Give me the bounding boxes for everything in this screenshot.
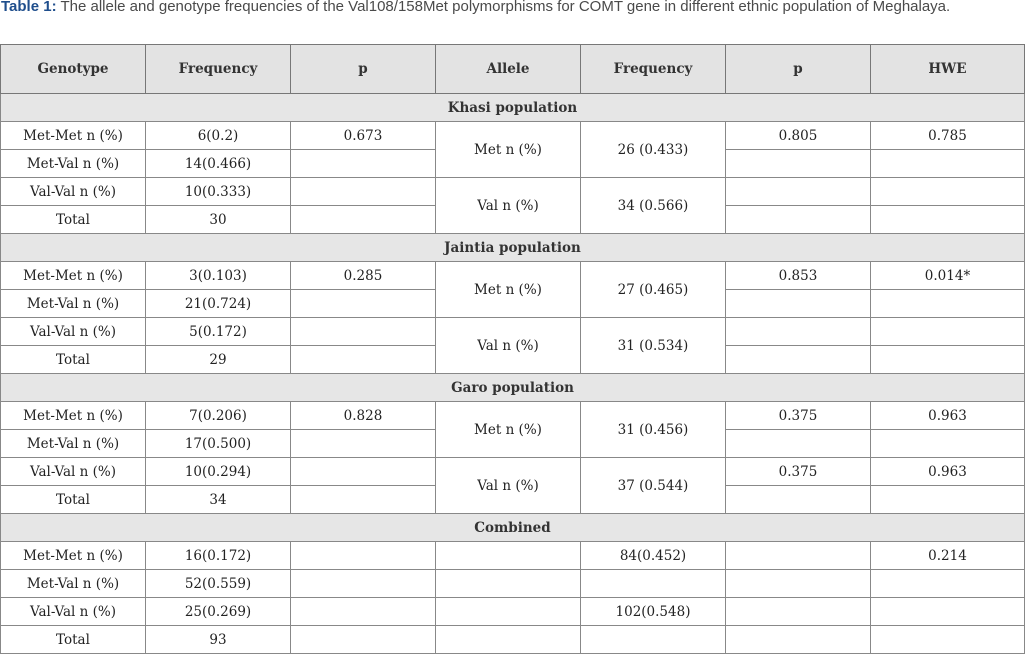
allele-frequency-cell: 34 (0.566) bbox=[581, 178, 726, 234]
genotype-frequency-cell: 16(0.172) bbox=[146, 542, 291, 570]
genotype-cell: Met-Val n (%) bbox=[1, 150, 146, 178]
allele-p-cell bbox=[726, 486, 871, 514]
genotype-p-cell bbox=[291, 570, 436, 598]
allele-p-cell: 0.375 bbox=[726, 458, 871, 486]
allele-p-cell bbox=[726, 542, 871, 570]
genotype-cell: Total bbox=[1, 346, 146, 374]
table-caption bbox=[0, 0, 1026, 38]
header-allele-p: p bbox=[726, 45, 871, 94]
table-row bbox=[1, 598, 1025, 626]
table-row bbox=[1, 402, 1025, 430]
hwe-cell bbox=[871, 178, 1025, 206]
genotype-cell: Val-Val n (%) bbox=[1, 178, 146, 206]
header-allele-frequency: Frequency bbox=[581, 45, 726, 94]
allele-cell bbox=[436, 542, 581, 570]
genotype-cell: Met-Val n (%) bbox=[1, 570, 146, 598]
table-row bbox=[1, 262, 1025, 290]
allele-cell: Met n (%) bbox=[436, 262, 581, 318]
genotype-p-cell: 0.285 bbox=[291, 262, 436, 290]
hwe-cell bbox=[871, 206, 1025, 234]
allele-frequency-cell: 27 (0.465) bbox=[581, 262, 726, 318]
section-title: Khasi population bbox=[1, 94, 1025, 122]
allele-frequency-cell bbox=[581, 570, 726, 598]
allele-frequency-cell: 84(0.452) bbox=[581, 542, 726, 570]
allele-p-cell bbox=[726, 290, 871, 318]
genotype-p-cell bbox=[291, 430, 436, 458]
hwe-cell bbox=[871, 570, 1025, 598]
genotype-cell: Val-Val n (%) bbox=[1, 318, 146, 346]
section-row bbox=[1, 234, 1025, 262]
allele-genotype-table bbox=[0, 44, 1025, 654]
allele-p-cell: 0.853 bbox=[726, 262, 871, 290]
allele-p-cell bbox=[726, 346, 871, 374]
allele-frequency-cell: 31 (0.456) bbox=[581, 402, 726, 458]
allele-cell bbox=[436, 570, 581, 598]
genotype-cell: Val-Val n (%) bbox=[1, 458, 146, 486]
allele-cell: Val n (%) bbox=[436, 458, 581, 514]
genotype-frequency-cell: 30 bbox=[146, 206, 291, 234]
genotype-p-cell bbox=[291, 598, 436, 626]
allele-cell: Val n (%) bbox=[436, 178, 581, 234]
genotype-frequency-cell: 6(0.2) bbox=[146, 122, 291, 150]
genotype-cell: Total bbox=[1, 206, 146, 234]
allele-frequency-cell: 37 (0.544) bbox=[581, 458, 726, 514]
genotype-cell: Val-Val n (%) bbox=[1, 598, 146, 626]
allele-p-cell bbox=[726, 598, 871, 626]
genotype-frequency-cell: 5(0.172) bbox=[146, 318, 291, 346]
table-row bbox=[1, 318, 1025, 346]
genotype-p-cell bbox=[291, 290, 436, 318]
hwe-cell: 0.963 bbox=[871, 402, 1025, 430]
header-genotype: Genotype bbox=[1, 45, 146, 94]
hwe-cell: 0.785 bbox=[871, 122, 1025, 150]
allele-frequency-cell: 31 (0.534) bbox=[581, 318, 726, 374]
genotype-frequency-cell: 25(0.269) bbox=[146, 598, 291, 626]
genotype-cell: Total bbox=[1, 486, 146, 514]
header-row bbox=[1, 45, 1025, 94]
allele-frequency-cell: 26 (0.433) bbox=[581, 122, 726, 178]
section-row bbox=[1, 374, 1025, 402]
hwe-cell: 0.963 bbox=[871, 458, 1025, 486]
genotype-p-cell bbox=[291, 318, 436, 346]
genotype-frequency-cell: 3(0.103) bbox=[146, 262, 291, 290]
section-title: Jaintia population bbox=[1, 234, 1025, 262]
genotype-cell: Met-Met n (%) bbox=[1, 542, 146, 570]
allele-p-cell: 0.805 bbox=[726, 122, 871, 150]
allele-p-cell: 0.375 bbox=[726, 402, 871, 430]
genotype-cell: Met-Met n (%) bbox=[1, 402, 146, 430]
genotype-frequency-cell: 17(0.500) bbox=[146, 430, 291, 458]
allele-cell bbox=[436, 598, 581, 626]
genotype-p-cell: 0.828 bbox=[291, 402, 436, 430]
genotype-frequency-cell: 34 bbox=[146, 486, 291, 514]
header-p: p bbox=[291, 45, 436, 94]
allele-frequency-cell: 102(0.548) bbox=[581, 598, 726, 626]
genotype-p-cell: 0.673 bbox=[291, 122, 436, 150]
genotype-cell: Met-Val n (%) bbox=[1, 290, 146, 318]
header-frequency: Frequency bbox=[146, 45, 291, 94]
genotype-frequency-cell: 10(0.294) bbox=[146, 458, 291, 486]
genotype-p-cell bbox=[291, 626, 436, 654]
table-row bbox=[1, 178, 1025, 206]
hwe-cell bbox=[871, 150, 1025, 178]
hwe-cell: 0.214 bbox=[871, 542, 1025, 570]
genotype-p-cell bbox=[291, 206, 436, 234]
section-row bbox=[1, 514, 1025, 542]
table-row bbox=[1, 626, 1025, 654]
allele-p-cell bbox=[726, 178, 871, 206]
genotype-frequency-cell: 21(0.724) bbox=[146, 290, 291, 318]
hwe-cell bbox=[871, 626, 1025, 654]
caption-text: The allele and genotype frequencies of the Val108/158Met polymorphisms for COMT gene in different ethnic population of Meghalaya. bbox=[56, 0, 951, 15]
table-body bbox=[1, 94, 1025, 654]
allele-cell bbox=[436, 626, 581, 654]
allele-p-cell bbox=[726, 206, 871, 234]
allele-cell: Met n (%) bbox=[436, 122, 581, 178]
genotype-cell: Met-Met n (%) bbox=[1, 122, 146, 150]
table-row bbox=[1, 570, 1025, 598]
caption-label: Table 1: bbox=[1, 0, 57, 15]
genotype-p-cell bbox=[291, 542, 436, 570]
header-hwe: HWE bbox=[871, 45, 1025, 94]
genotype-frequency-cell: 52(0.559) bbox=[146, 570, 291, 598]
allele-cell: Val n (%) bbox=[436, 318, 581, 374]
genotype-cell: Met-Met n (%) bbox=[1, 262, 146, 290]
genotype-frequency-cell: 93 bbox=[146, 626, 291, 654]
allele-p-cell bbox=[726, 318, 871, 346]
genotype-frequency-cell: 10(0.333) bbox=[146, 178, 291, 206]
hwe-cell bbox=[871, 346, 1025, 374]
hwe-cell bbox=[871, 318, 1025, 346]
genotype-cell: Total bbox=[1, 626, 146, 654]
allele-p-cell bbox=[726, 430, 871, 458]
hwe-cell bbox=[871, 290, 1025, 318]
genotype-p-cell bbox=[291, 346, 436, 374]
allele-frequency-cell bbox=[581, 626, 726, 654]
section-row bbox=[1, 94, 1025, 122]
hwe-cell: 0.014* bbox=[871, 262, 1025, 290]
genotype-frequency-cell: 29 bbox=[146, 346, 291, 374]
section-title: Combined bbox=[1, 514, 1025, 542]
genotype-p-cell bbox=[291, 486, 436, 514]
hwe-cell bbox=[871, 598, 1025, 626]
genotype-frequency-cell: 7(0.206) bbox=[146, 402, 291, 430]
allele-cell: Met n (%) bbox=[436, 402, 581, 458]
allele-p-cell bbox=[726, 626, 871, 654]
table-row bbox=[1, 458, 1025, 486]
table-row bbox=[1, 122, 1025, 150]
hwe-cell bbox=[871, 486, 1025, 514]
genotype-frequency-cell: 14(0.466) bbox=[146, 150, 291, 178]
allele-p-cell bbox=[726, 150, 871, 178]
genotype-p-cell bbox=[291, 178, 436, 206]
hwe-cell bbox=[871, 430, 1025, 458]
genotype-p-cell bbox=[291, 458, 436, 486]
header-allele: Allele bbox=[436, 45, 581, 94]
allele-p-cell bbox=[726, 570, 871, 598]
genotype-cell: Met-Val n (%) bbox=[1, 430, 146, 458]
genotype-p-cell bbox=[291, 150, 436, 178]
table-row bbox=[1, 542, 1025, 570]
section-title: Garo population bbox=[1, 374, 1025, 402]
